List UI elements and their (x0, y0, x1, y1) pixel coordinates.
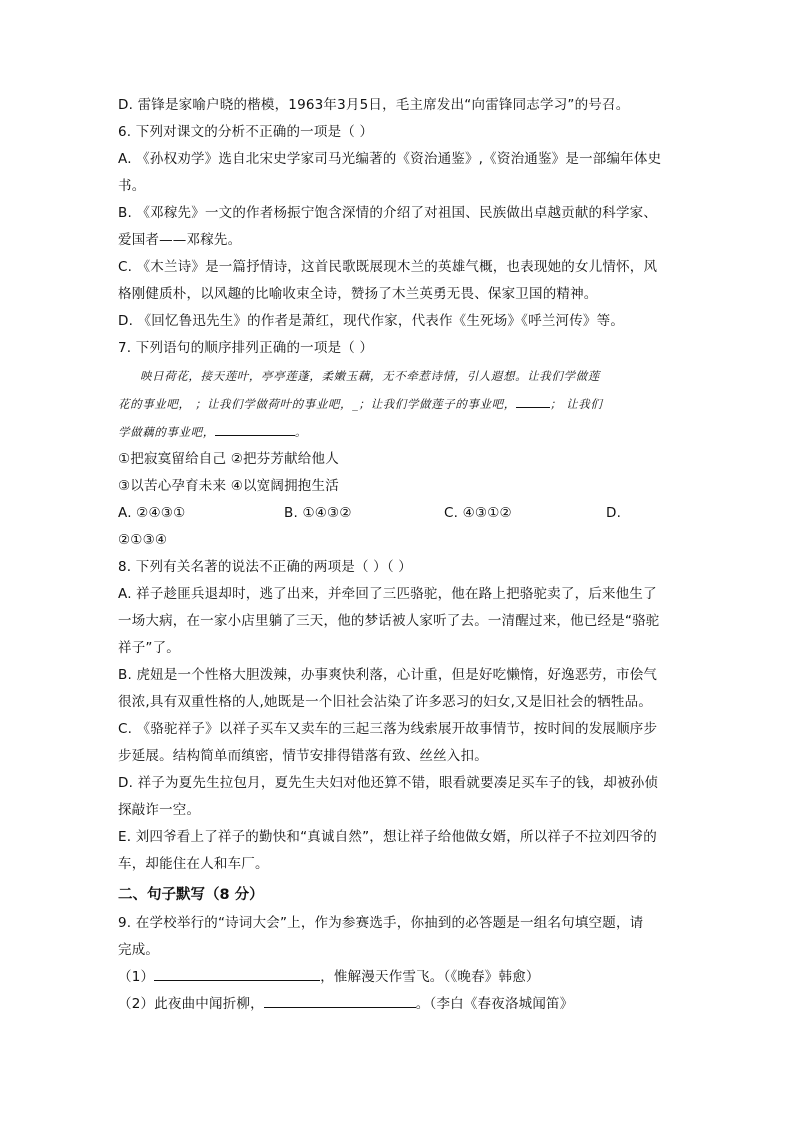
q7-option-d-content: ②①③④ (118, 532, 168, 548)
q9-sub2 (118, 991, 678, 1018)
section-heading: 二、句子默写（8 分） (118, 887, 264, 903)
q7-options (118, 500, 678, 527)
q8-option-d-line2: 探敲诈一空。 (118, 802, 201, 818)
q7-passage-line2-text: 花的事业吧， ；让我们学做荷叶的事业吧，_；让我们学做莲子的事业吧， (118, 397, 516, 411)
q7-passage-line1: 映日荷花，接天莲叶，亭亭莲蓬，柔嫩玉藕，无不牵惹诗情，引人遐想。让我们学做莲 (140, 369, 600, 383)
q7-passage-line2 (118, 390, 678, 418)
q9-stem-line2: 完成。 (118, 942, 160, 958)
q7-stem: 7. 下列语句的顺序排列正确的一项是（ ） (118, 340, 374, 356)
q8-stem: 8. 下列有关名著的说法不正确的两项是（ ）（ ） (118, 559, 413, 575)
q7-option-a: A. ②④③① (118, 505, 186, 521)
q9-sub1-text: ，惟解漫天作雪飞。（《晚春》韩愈） (320, 969, 540, 985)
q6-stem: 6. 下列对课文的分析不正确的一项是（ ） (118, 124, 374, 140)
q6-option-c-line1: C. 《木兰诗》是一篇抒情诗，这首民歌既展现木兰的英雄气概，也表现她的女儿情怀，风 (118, 259, 658, 275)
q8-option-a-line3: 祥子”了。 (118, 640, 180, 656)
q8-option-d-line1: D. 祥子为夏先生拉包月，夏先生夫妇对他还算不错，眼看就要凑足买车子的钱，却被孙侦 (118, 775, 659, 791)
q7-choices-line1: ①把寂寞留给自己 ②把芬芳献给他人 (118, 451, 339, 467)
q6-option-a-line2: 书。 (118, 178, 146, 194)
q7-passage-line2-end: ； 让我们 (549, 397, 603, 411)
q9-sub1-number: （1） (118, 969, 155, 985)
q6-option-a-line1: A. 《孙权劝学》选自北宋史学家司马光编著的《资治通鉴》,《资治通鉴》是一部编年体史 (118, 151, 662, 167)
q8-option-a-line2: 一场大病，在一家小店里躺了三天，他的梦话被人家听了去。一清醒过来，他已经是“骆驼 (118, 613, 660, 629)
q9-sub2-text: （2）此夜曲中闻折柳， (118, 996, 264, 1012)
q9-sub1-blank (154, 966, 320, 981)
question-8 (118, 554, 678, 878)
q5-option-d: D. 雷锋是家喻户晓的楷模，1963年3月5日，毛主席发出“向雷锋同志学习”的号召。 (118, 97, 630, 113)
question-6 (118, 119, 678, 335)
q9-sub2-blank (264, 993, 416, 1008)
q6-option-c-line2: 格刚健质朴，以风趣的比喻收束全诗，赞扬了木兰英勇无畏、保家卫国的精神。 (118, 286, 598, 302)
q7-option-b: B. ①④③② (284, 505, 352, 521)
q9-sub2-source: 。（李白《春夜洛城闻笛》 (415, 996, 574, 1012)
q7-option-d: D. (606, 505, 622, 521)
q6-option-d: D. 《回忆鲁迅先生》的作者是萧红，现代作家，代表作《生死场》《呼兰河传》等。 (118, 313, 625, 329)
q7-passage-line3-end: 。 (294, 425, 307, 439)
q8-option-e-line1: E. 刘四爷看上了祥子的勤快和“真诚自然”，想让祥子给他做女婿，所以祥子不拉刘四爷的 (118, 829, 657, 845)
q9-stem-line1: 9. 在学校举行的“诗词大会”上，作为参赛选手，你抽到的必答题是一组名句填空题，请 (118, 915, 644, 931)
q7-passage-line3-text: 学做藕的事业吧， (118, 425, 215, 439)
q7-blank-4 (215, 421, 295, 436)
question-7 (118, 335, 678, 554)
q8-option-c-line2: 步延展。结构简单而缜密，情节安排得错落有致、丝丝入扣。 (118, 748, 488, 764)
q7-blank-3 (516, 393, 550, 408)
q6-option-b-line2: 爱国者——邓稼先。 (118, 232, 242, 248)
question-9 (118, 910, 678, 1018)
q9-sub1 (118, 964, 678, 991)
q8-option-e-line2: 车，却能住在人和车厂。 (118, 856, 269, 872)
exam-page (118, 92, 678, 1018)
q6-option-b-line1: B. 《邓稼先》一文的作者杨振宁饱含深情的介绍了对祖国、民族做出卓越贡献的科学家、 (118, 205, 658, 221)
q7-passage-line3 (118, 418, 678, 446)
q8-option-b-line2: 很浓,具有双重性格的人,她既是一个旧社会沾染了许多恶习的妇女,又是旧社会的牺牲品。 (118, 694, 653, 710)
q8-option-c-line1: C. 《骆驼祥子》以祥子买车又卖车的三起三落为线索展开故事情节，按时间的发展顺序步 (118, 721, 658, 737)
q7-choices-line2: ③以苦心孕育未来 ④以宽阔拥抱生活 (118, 478, 339, 494)
q8-option-a-line1: A. 祥子趁匪兵退却时，逃了出来，并牵回了三匹骆驼，他在路上把骆驼卖了，后来他生了 (118, 586, 657, 602)
q7-option-c: C. ④③①② (444, 505, 512, 521)
q8-option-b-line1: B. 虎妞是一个性格大胆泼辣，办事爽快利落，心计重，但是好吃懒惰，好逸恶劳，市侩气 (118, 667, 658, 683)
